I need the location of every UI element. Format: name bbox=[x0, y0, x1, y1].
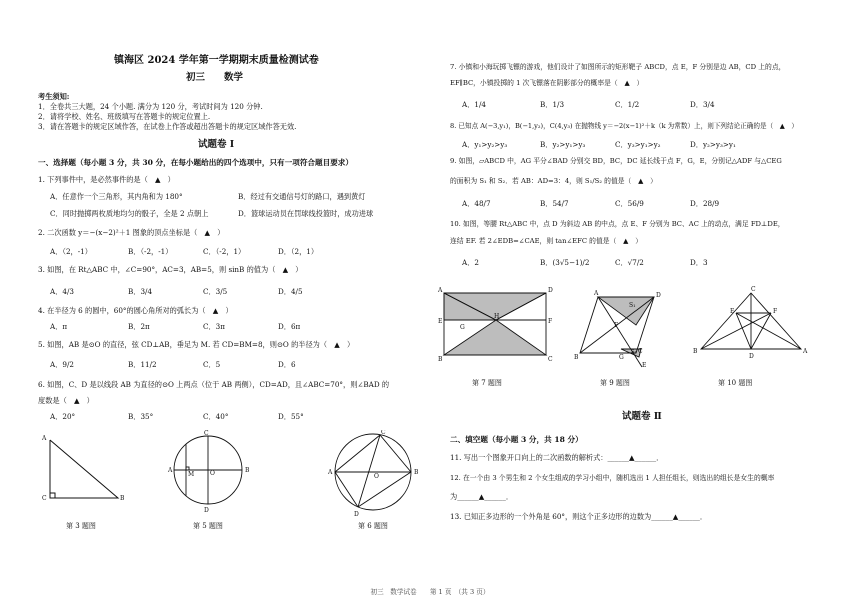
option: B．(3√5−1)/2 bbox=[540, 258, 590, 267]
svg-text:B: B bbox=[245, 467, 250, 474]
svg-text:D: D bbox=[656, 292, 661, 299]
page-footer: 初三 数学试卷 第 1 页 （共 3 页） bbox=[370, 588, 490, 596]
option: B．2π bbox=[128, 322, 150, 331]
option: A．9/2 bbox=[50, 360, 74, 369]
figure-caption: 第 10 题图 bbox=[718, 379, 753, 387]
svg-text:A: A bbox=[438, 287, 443, 294]
option: C．（-2，1） bbox=[203, 247, 246, 256]
question-stem: 1. 下列事件中，是必然事件的是（ ▲ ） bbox=[38, 175, 175, 184]
question-stem-cont: 度数是（ ▲ ） bbox=[38, 396, 94, 405]
svg-text:D: D bbox=[204, 507, 209, 514]
section-heading: 一、选择题（每小题 3 分，共 30 分，在每小题给出的四个选项中，只有一项符合题目要求） bbox=[38, 158, 353, 167]
svg-text:C: C bbox=[751, 286, 756, 293]
option: A．π bbox=[50, 322, 68, 331]
svg-text:F: F bbox=[614, 322, 619, 329]
option: A．4/3 bbox=[50, 287, 74, 296]
option: C．40° bbox=[203, 412, 229, 421]
svg-text:C: C bbox=[42, 495, 47, 502]
option: D．6π bbox=[278, 322, 301, 331]
section-heading: 二、填空题（每小题 3 分，共 18 分） bbox=[450, 435, 583, 444]
question-stem: 4. 在半径为 6 的圆中，60°的圆心角所对的弧长为（ ▲ ） bbox=[38, 306, 233, 315]
svg-text:S₁: S₁ bbox=[629, 302, 636, 309]
option: C．√7/2 bbox=[615, 258, 644, 267]
question-stem: 6. 如图，C、D 是以线段 AB 为直径的⊙O 上两点（位于 AB 两侧），CD=AD，且∠ABC=70°，则∠BAD 的 bbox=[38, 380, 390, 389]
svg-text:B: B bbox=[414, 469, 419, 476]
exam-subtitle: 初三 数学 bbox=[186, 72, 244, 83]
svg-text:E: E bbox=[438, 318, 443, 325]
figure-q9 bbox=[574, 290, 661, 369]
svg-text:F: F bbox=[773, 308, 778, 315]
question-stem-cont: EF∥BC，小镇投掷的 1 次飞镖落在阴影部分的概率是（ ▲ ） bbox=[450, 79, 644, 87]
option: C．y₃>y₁>y₂ bbox=[615, 140, 661, 149]
svg-text:E: E bbox=[642, 362, 647, 369]
notice-item: 2．请将学校、姓名、班级填写在答题卡的规定位置上. bbox=[38, 112, 211, 121]
figure-q7 bbox=[437, 287, 553, 363]
question-stem-cont: 连结 EF. 若 2∠EDB=∠CAE，则 tan∠EFC 的值是（ ▲ ） bbox=[450, 237, 642, 245]
svg-text:A: A bbox=[328, 469, 333, 476]
option: C．5 bbox=[203, 360, 221, 369]
option: C．56/9 bbox=[615, 199, 644, 208]
question-stem: 5. 如图，AB 是⊙O 的直径，弦 CD⊥AB，垂足为 M. 若 CD=BM=8，则⊙O 的半径为（ ▲ ） bbox=[38, 340, 355, 349]
option: D．4/5 bbox=[278, 287, 303, 296]
option: C．3π bbox=[203, 322, 225, 331]
figure-caption: 第 7 题图 bbox=[472, 379, 502, 387]
svg-text:D: D bbox=[749, 353, 754, 360]
option: C．同时抛掷两枚质地均匀的骰子，全是 2 点朝上 bbox=[50, 209, 209, 218]
svg-text:F: F bbox=[548, 318, 553, 325]
figure-caption: 第 9 题图 bbox=[600, 379, 630, 387]
svg-text:M: M bbox=[188, 471, 195, 478]
question-stem: 2. 二次函数 y＝−(x−2)²＋1 图象的顶点坐标是（ ▲ ） bbox=[38, 228, 225, 237]
option: B．1/3 bbox=[540, 100, 565, 109]
fill-question: 12. 在一个由 3 个男生和 2 个女生组成的学习小组中，随机选出 1 人担任组长，则选出的组长是女生的概率 bbox=[450, 474, 775, 482]
svg-text:G: G bbox=[460, 324, 465, 331]
svg-text:A: A bbox=[803, 348, 808, 355]
option: A．任意作一个三角形，其内角和为 180° bbox=[50, 192, 183, 201]
question-stem: 9. 如图，▱ABCD 中，AG 平分∠BAD 分别交 BD，BC，DC 延长线于点 F，G，E，分别记△ADF 与△CEG bbox=[450, 157, 782, 165]
exam-title: 镇海区 2024 学年第一学期期末质量检测试卷 bbox=[114, 55, 319, 66]
option: C．3/5 bbox=[203, 287, 228, 296]
question-stem-cont: 的面积为 S₁ 和 S₂．若 AB：AD=3：4，则 S₁/S₂ 的值是（ ▲ ） bbox=[450, 177, 657, 185]
option: A．2 bbox=[462, 258, 479, 267]
figures-left bbox=[38, 430, 430, 520]
svg-text:O: O bbox=[210, 470, 215, 477]
svg-text:H: H bbox=[494, 313, 500, 320]
fill-question-cont: 为______▲______． bbox=[450, 492, 514, 501]
option: B．经过有交通信号灯的路口，遇到黄灯 bbox=[238, 192, 366, 201]
notice-heading: 考生须知: bbox=[38, 92, 70, 101]
figure-caption: 第 5 题图 bbox=[193, 522, 223, 530]
option: B．11/2 bbox=[128, 360, 157, 369]
option: B．35° bbox=[128, 412, 154, 421]
svg-text:A: A bbox=[168, 467, 173, 474]
paper1-heading: 试题卷 Ⅰ bbox=[198, 139, 235, 150]
option: A．48/7 bbox=[462, 199, 491, 208]
fill-question: 11. 写出一个图象开口向上的二次函数的解析式：______▲______． bbox=[450, 453, 664, 462]
option: B．（-2，-1） bbox=[128, 247, 173, 256]
svg-text:E: E bbox=[730, 308, 735, 315]
svg-text:S₂: S₂ bbox=[631, 349, 637, 355]
svg-text:B: B bbox=[574, 354, 579, 361]
option: D．6 bbox=[278, 360, 296, 369]
option: D．55° bbox=[278, 412, 304, 421]
option: D．（2，1） bbox=[278, 247, 319, 256]
question-stem: 3. 如图，在 Rt△ABC 中，∠C=90°，AC=3，AB=5，则 sinB 的值为（ ▲ ） bbox=[38, 265, 303, 274]
svg-text:B: B bbox=[438, 356, 443, 363]
question-stem: 10. 如图，等腰 Rt△ABC 中，点 D 为斜边 AB 的中点，点 E、F 分别为 BC、AC 上的动点，满足 FD⊥DE， bbox=[450, 220, 785, 228]
svg-text:C: C bbox=[381, 430, 386, 436]
option: B．3/4 bbox=[128, 287, 153, 296]
svg-text:D: D bbox=[354, 511, 359, 518]
figure-q6 bbox=[327, 430, 419, 518]
option: A．（2，-1） bbox=[50, 247, 92, 256]
option: D．3 bbox=[690, 258, 708, 267]
option: B．y₂>y₁>y₃ bbox=[540, 140, 586, 149]
svg-text:O: O bbox=[374, 473, 379, 480]
question-stem: 8. 已知点 A(−3,y₁)，B(−1,y₂)，C(4,y₃) 在抛物线 y＝−2(x−1)²＋k（k 为常数）上，则下列结论正确的是（ ▲ ） bbox=[450, 122, 799, 130]
option: D．篮球运动员在罚球线投篮时，成功进球 bbox=[238, 209, 374, 218]
option: D．y₂>y₃>y₁ bbox=[690, 140, 736, 149]
notice-item: 3．请在答题卡的规定区域作答，在试卷上作答或超出答题卡的规定区域作答无效. bbox=[38, 122, 297, 131]
paper2-heading: 试题卷 Ⅱ bbox=[622, 411, 662, 422]
svg-text:B: B bbox=[120, 495, 125, 502]
option: B．54/7 bbox=[540, 199, 569, 208]
svg-text:C: C bbox=[548, 356, 553, 363]
figure-caption: 第 6 题图 bbox=[358, 522, 388, 530]
svg-text:C: C bbox=[204, 430, 209, 437]
option: A．20° bbox=[50, 412, 76, 421]
svg-text:D: D bbox=[548, 287, 553, 294]
svg-text:B: B bbox=[693, 348, 698, 355]
figure-caption: 第 3 题图 bbox=[66, 522, 96, 530]
fill-question: 13. 已知正多边形的一个外角是 60°，则这个正多边形的边数为______▲______． bbox=[450, 512, 708, 521]
option: D．3/4 bbox=[690, 100, 715, 109]
option: D．28/9 bbox=[690, 199, 720, 208]
figures-right bbox=[436, 285, 841, 370]
svg-text:G: G bbox=[619, 354, 624, 361]
notice-item: 1．全卷共三大题，24 个小题. 满分为 120 分，考试时间为 120 分钟. bbox=[38, 102, 263, 111]
option: C．1/2 bbox=[615, 100, 640, 109]
svg-text:C: C bbox=[638, 348, 643, 355]
option: A．y₁>y₂>y₃ bbox=[462, 140, 508, 149]
option: A．1/4 bbox=[462, 100, 486, 109]
figure-q10 bbox=[693, 286, 808, 360]
svg-text:A: A bbox=[594, 290, 599, 297]
figure-q3 bbox=[41, 435, 125, 502]
svg-text:A: A bbox=[42, 435, 47, 442]
question-stem: 7. 小镇和小海玩掷飞镖的游戏，他们设计了如图所示的矩形靶子 ABCD，点 E，F 分别是边 AB，CD 上的点， bbox=[450, 63, 786, 71]
figure-q5 bbox=[167, 430, 250, 514]
